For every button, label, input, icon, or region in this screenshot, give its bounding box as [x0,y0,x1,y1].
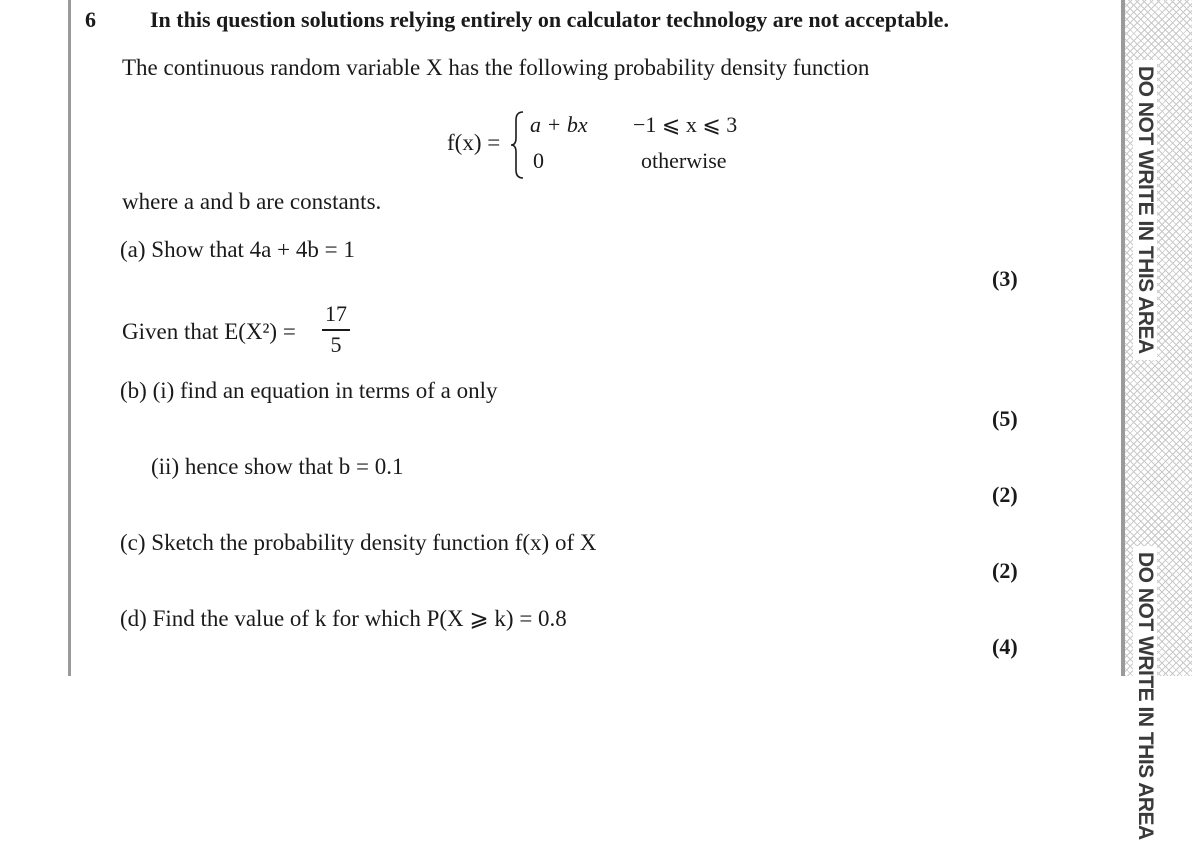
margin-warning-text: DO NOT WRITE IN THIS AREA [1133,546,1157,846]
left-brace-icon [509,110,527,180]
constants-note: where a and b are constants. [122,189,382,214]
part-a-text: (a) Show that 4a + 4b = 1 [120,237,355,262]
question-number: 6 [85,7,96,32]
given-text: Given that E(X²) = [122,319,296,344]
pdf-definition [447,110,767,180]
case2-expression: 0 [533,148,544,173]
given-fraction [322,301,350,357]
case2-condition: otherwise [641,148,727,173]
case1-expression: a + bx [530,112,588,137]
pdf-label: f(x) = [447,130,501,155]
instruction: In this question solutions relying entirely on calculator technology are not acceptable. [150,7,949,32]
part-b-ii-text: (ii) hence show that b = 0.1 [151,454,404,479]
left-page-border [68,0,71,676]
fraction-bar [322,329,350,331]
case1-condition: −1 ⩽ x ⩽ 3 [633,112,738,137]
margin-warning-text: DO NOT WRITE IN THIS AREA [1133,60,1157,360]
intro-text: The continuous random variable X has the following probability density function [122,55,870,80]
part-d-text: (d) Find the value of k for which P(X ⩾ k) = 0.8 [120,606,567,631]
part-c-text: (c) Sketch the probability density function f(x) of X [120,530,597,555]
part-d-marks: (4) [992,634,1018,659]
fraction-denominator: 5 [330,331,342,357]
part-c-marks: (2) [992,558,1018,583]
part-b-i-marks: (5) [992,406,1018,431]
fraction-numerator: 17 [325,301,347,326]
part-b-ii-marks: (2) [992,482,1018,507]
part-b-i-text: (b) (i) find an equation in terms of a only [120,378,498,403]
part-a-marks: (3) [992,266,1018,291]
